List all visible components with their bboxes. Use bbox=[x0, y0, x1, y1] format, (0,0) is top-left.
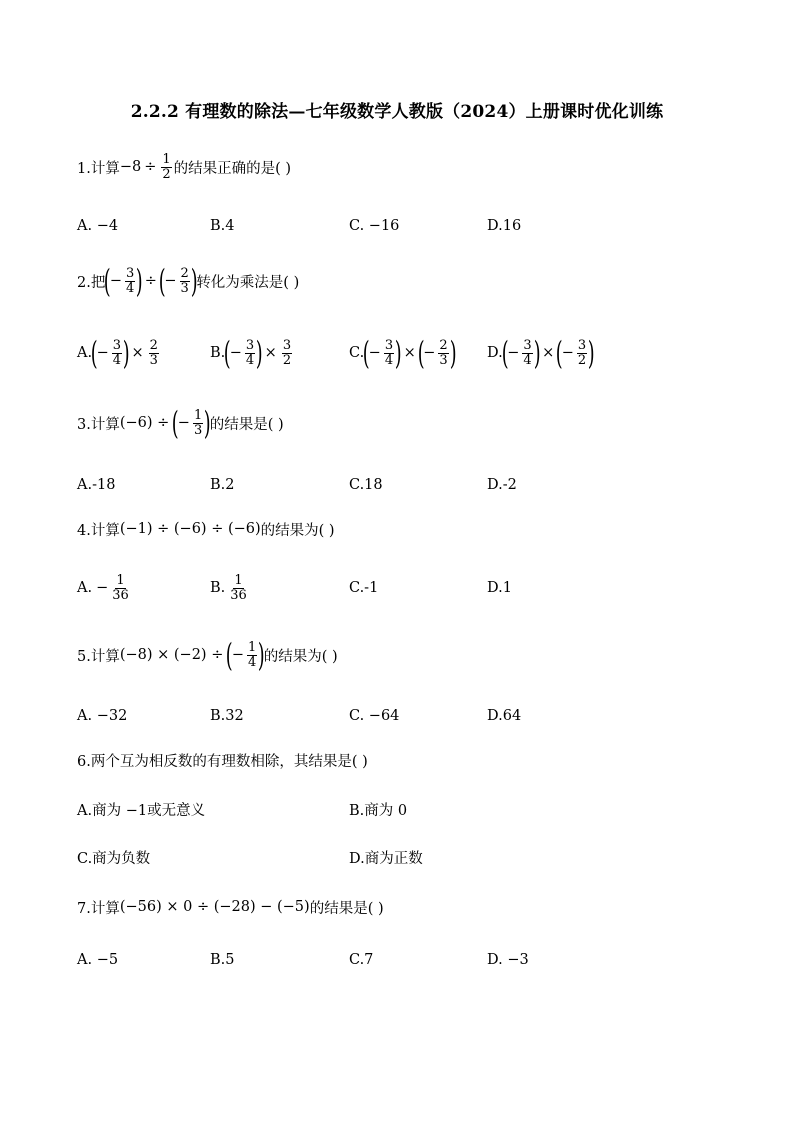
right-paren: ) bbox=[588, 334, 595, 372]
q2-suffix: 转化为乘法是( ) bbox=[196, 274, 300, 291]
q1-fraction-num: 1 bbox=[162, 151, 171, 167]
question-5 bbox=[77, 635, 338, 675]
q5-option-a: A. −32 bbox=[77, 708, 128, 724]
fraction bbox=[149, 339, 159, 368]
question-3 bbox=[77, 403, 284, 443]
right-paren: ) bbox=[394, 334, 402, 372]
question-1 bbox=[77, 147, 291, 187]
question-7 bbox=[77, 887, 384, 927]
multiply-sign: × bbox=[403, 345, 416, 361]
right-paren: ) bbox=[122, 334, 130, 372]
q2-option-a bbox=[77, 333, 161, 373]
question-2 bbox=[77, 261, 299, 301]
q3-option-a: A.-18 bbox=[77, 477, 116, 493]
q5-prefix: 5.计算 bbox=[77, 648, 120, 665]
fraction bbox=[282, 339, 292, 368]
q6-option-b: B.商为 0 bbox=[349, 802, 408, 819]
fraction-den: 4 bbox=[245, 352, 255, 368]
q2-option-b bbox=[210, 333, 294, 373]
fraction-num: 1 bbox=[248, 639, 257, 655]
fraction bbox=[384, 339, 394, 368]
q2-num-a: 3 bbox=[125, 265, 135, 281]
fraction-den: 36 bbox=[230, 587, 247, 603]
left-paren: ( bbox=[556, 334, 563, 372]
left-paren: ( bbox=[417, 334, 425, 372]
q1-suffix: 的结果正确的是( ) bbox=[173, 160, 292, 177]
fraction-den: 2 bbox=[577, 352, 587, 368]
q7-option-c: C.7 bbox=[349, 952, 374, 968]
neg-sign: − bbox=[561, 345, 574, 361]
q2-neg: − bbox=[164, 273, 177, 289]
q5-option-c: C. −64 bbox=[349, 708, 400, 724]
q2-den-a: 4 bbox=[125, 280, 135, 296]
right-paren: ) bbox=[204, 404, 211, 442]
q3-prefix: 3.计算 bbox=[77, 416, 120, 433]
q5-option-d: D.64 bbox=[487, 708, 522, 724]
fraction-num: 3 bbox=[112, 337, 122, 353]
q4-option-d: D.1 bbox=[487, 580, 512, 596]
fraction bbox=[522, 339, 532, 368]
q1-minus8: −8 bbox=[119, 159, 142, 175]
left-paren: ( bbox=[362, 334, 370, 372]
left-paren: ( bbox=[90, 334, 98, 372]
q4-option-c: C.-1 bbox=[349, 580, 379, 596]
q6-text: 6.两个互为相反数的有理数相除，其结果是( ) bbox=[77, 753, 368, 770]
fraction-den: 4 bbox=[384, 352, 394, 368]
neg-sign: − bbox=[96, 580, 109, 596]
multiply-sign: × bbox=[542, 345, 555, 361]
fraction bbox=[112, 339, 122, 368]
fraction-den: 2 bbox=[282, 352, 292, 368]
neg-sign: − bbox=[177, 415, 190, 431]
q7-option-b: B.5 bbox=[210, 952, 235, 968]
right-paren: ) bbox=[449, 334, 457, 372]
fraction bbox=[438, 339, 448, 368]
fraction-den: 3 bbox=[439, 352, 448, 368]
q2-num-b: 2 bbox=[180, 265, 189, 281]
fraction-num: 1 bbox=[234, 572, 243, 588]
q6-option-a: A.商为 −1或无意义 bbox=[77, 802, 206, 819]
fraction-den: 4 bbox=[523, 352, 532, 368]
q7-option-a: A. −5 bbox=[77, 952, 119, 968]
q7-option-d: D. −3 bbox=[487, 952, 529, 968]
fraction-num: 1 bbox=[193, 407, 203, 423]
right-paren: ) bbox=[136, 262, 143, 300]
left-paren: ( bbox=[172, 404, 179, 442]
q7-suffix: 的结果是( ) bbox=[309, 900, 384, 917]
neg-sign: − bbox=[507, 345, 520, 361]
fraction bbox=[577, 339, 587, 368]
q2-fraction-b bbox=[180, 267, 190, 296]
right-paren: ) bbox=[533, 334, 541, 372]
left-paren: ( bbox=[501, 334, 509, 372]
q2-option-d bbox=[487, 333, 594, 373]
fraction-den: 3 bbox=[193, 422, 203, 438]
q4-suffix: 的结果为( ) bbox=[260, 522, 335, 539]
q7-prefix: 7.计算 bbox=[77, 900, 120, 917]
question-4 bbox=[77, 509, 335, 549]
q1-fraction-den: 2 bbox=[162, 166, 171, 182]
q1-option-b: B.4 bbox=[210, 218, 235, 234]
fraction bbox=[111, 574, 130, 603]
q2-prefix: 2.把 bbox=[77, 274, 106, 291]
q4-expr: (−1) ÷ (−6) ÷ (−6) bbox=[119, 521, 261, 537]
option-label: B. bbox=[210, 580, 226, 596]
q2-den-b: 3 bbox=[180, 280, 189, 296]
q2-fraction-a bbox=[125, 267, 135, 296]
option-label: A. bbox=[77, 345, 93, 361]
q4-prefix: 4.计算 bbox=[77, 522, 120, 539]
left-paren: ( bbox=[226, 636, 234, 674]
q3-suffix: 的结果是( ) bbox=[209, 416, 284, 433]
neg-sign: − bbox=[229, 345, 242, 361]
fraction-num: 3 bbox=[245, 337, 255, 353]
neg-sign: − bbox=[368, 345, 381, 361]
neg-sign: − bbox=[231, 647, 244, 663]
q6-option-d: D.商为正数 bbox=[349, 850, 423, 867]
fraction-den: 3 bbox=[149, 352, 158, 368]
fraction-num: 3 bbox=[282, 337, 292, 353]
q3-fraction bbox=[193, 409, 203, 438]
q1-fraction bbox=[161, 153, 171, 182]
q1-prefix: 1.计算 bbox=[77, 160, 120, 177]
q2-neg: − bbox=[109, 273, 122, 289]
option-label: A. bbox=[77, 580, 93, 596]
q1-option-d: D.16 bbox=[487, 218, 522, 234]
left-paren: ( bbox=[224, 334, 231, 372]
q5-fraction bbox=[247, 641, 257, 670]
fraction-num: 2 bbox=[439, 337, 448, 353]
q4-option-a bbox=[77, 568, 132, 608]
fraction-num: 1 bbox=[116, 572, 125, 588]
q1-option-a: A. −4 bbox=[77, 218, 119, 234]
q6-option-c: C.商为负数 bbox=[77, 850, 151, 867]
q3-option-b: B.2 bbox=[210, 477, 235, 493]
neg-sign: − bbox=[96, 345, 109, 361]
fraction-den: 4 bbox=[112, 352, 122, 368]
fraction-num: 3 bbox=[577, 337, 587, 353]
q5-suffix: 的结果为( ) bbox=[263, 648, 338, 665]
right-paren: ) bbox=[258, 636, 265, 674]
divide-sign: ÷ bbox=[144, 273, 157, 289]
q7-expr: (−56) × 0 ÷ (−28) − (−5) bbox=[119, 899, 310, 915]
q4-option-b bbox=[210, 568, 250, 608]
q5-expr: (−8) × (−2) ÷ bbox=[119, 647, 224, 663]
right-paren: ) bbox=[190, 262, 198, 300]
option-label: C. bbox=[349, 345, 365, 361]
fraction-den: 36 bbox=[112, 587, 129, 603]
question-6 bbox=[77, 740, 368, 780]
fraction-num: 3 bbox=[384, 337, 394, 353]
left-paren: ( bbox=[104, 262, 112, 300]
fraction-num: 2 bbox=[149, 337, 158, 353]
option-label: D. bbox=[487, 345, 503, 361]
multiply-sign: × bbox=[264, 345, 277, 361]
right-paren: ) bbox=[255, 334, 263, 372]
divide-sign: ÷ bbox=[144, 159, 157, 175]
neg-sign: − bbox=[423, 345, 436, 361]
q3-expr: (−6) ÷ bbox=[119, 415, 170, 431]
fraction bbox=[229, 574, 248, 603]
q3-option-d: D.-2 bbox=[487, 477, 517, 493]
fraction bbox=[245, 339, 255, 368]
multiply-sign: × bbox=[131, 345, 144, 361]
q1-option-c: C. −16 bbox=[349, 218, 400, 234]
page-title: 2.2.2 有理数的除法—七年级数学人教版（2024）上册课时优化训练 bbox=[130, 102, 664, 122]
left-paren: ( bbox=[158, 262, 166, 300]
q3-option-c: C.18 bbox=[349, 477, 383, 493]
q5-option-b: B.32 bbox=[210, 708, 244, 724]
fraction-den: 4 bbox=[248, 654, 257, 670]
option-label: B. bbox=[210, 345, 226, 361]
q2-option-c bbox=[349, 333, 455, 373]
fraction-num: 3 bbox=[523, 337, 532, 353]
